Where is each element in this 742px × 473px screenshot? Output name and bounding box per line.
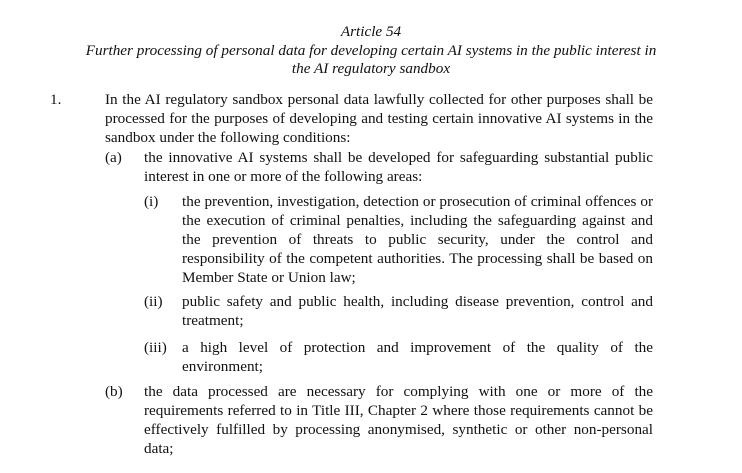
point-b-text: the data processed are necessary for complying with one or more of the requirements referred to in Title III, Chapter 2 where those requirements cannot be effectively fulfilled by processing anonymised, synthetic or other non-personal data; — [144, 383, 653, 457]
subpoint-iii-label: (iii) — [144, 339, 167, 356]
paragraph-1-text: In the AI regulatory sandbox personal data lawfully collected for other purposes shall be processed for the purposes of developing and testing certain innovative AI systems in the sandbox under the following conditions: — [105, 91, 653, 146]
article-title-line-1: Further processing of personal data for developing certain AI systems in the public interest in — [85, 42, 657, 59]
subpoint-ii-label: (ii) — [144, 293, 163, 310]
subpoint-i-text: the prevention, investigation, detection or prosecution of criminal offences or the execution of criminal penalties, including the safeguarding against and the prevention of threats to public security, under the control and responsibility of the competent authorities. The processing shall be based on Member State or Union law; — [182, 193, 653, 286]
point-a-label: (a) — [105, 149, 122, 166]
subpoint-iii-text: a high level of protection and improvement of the quality of the environment; — [182, 339, 653, 375]
article-title-line-2: the AI regulatory sandbox — [291, 60, 451, 77]
paragraph-1-number: 1. — [50, 91, 62, 108]
article-number: Article 54 — [340, 23, 402, 40]
subpoint-i-label: (i) — [144, 193, 159, 210]
point-b-label: (b) — [105, 383, 123, 400]
point-a-text: the innovative AI systems shall be developed for safeguarding substantial public interest in one or more of the following areas: — [144, 149, 653, 185]
subpoint-ii-text: public safety and public health, including disease prevention, control and treatment; — [182, 293, 653, 329]
